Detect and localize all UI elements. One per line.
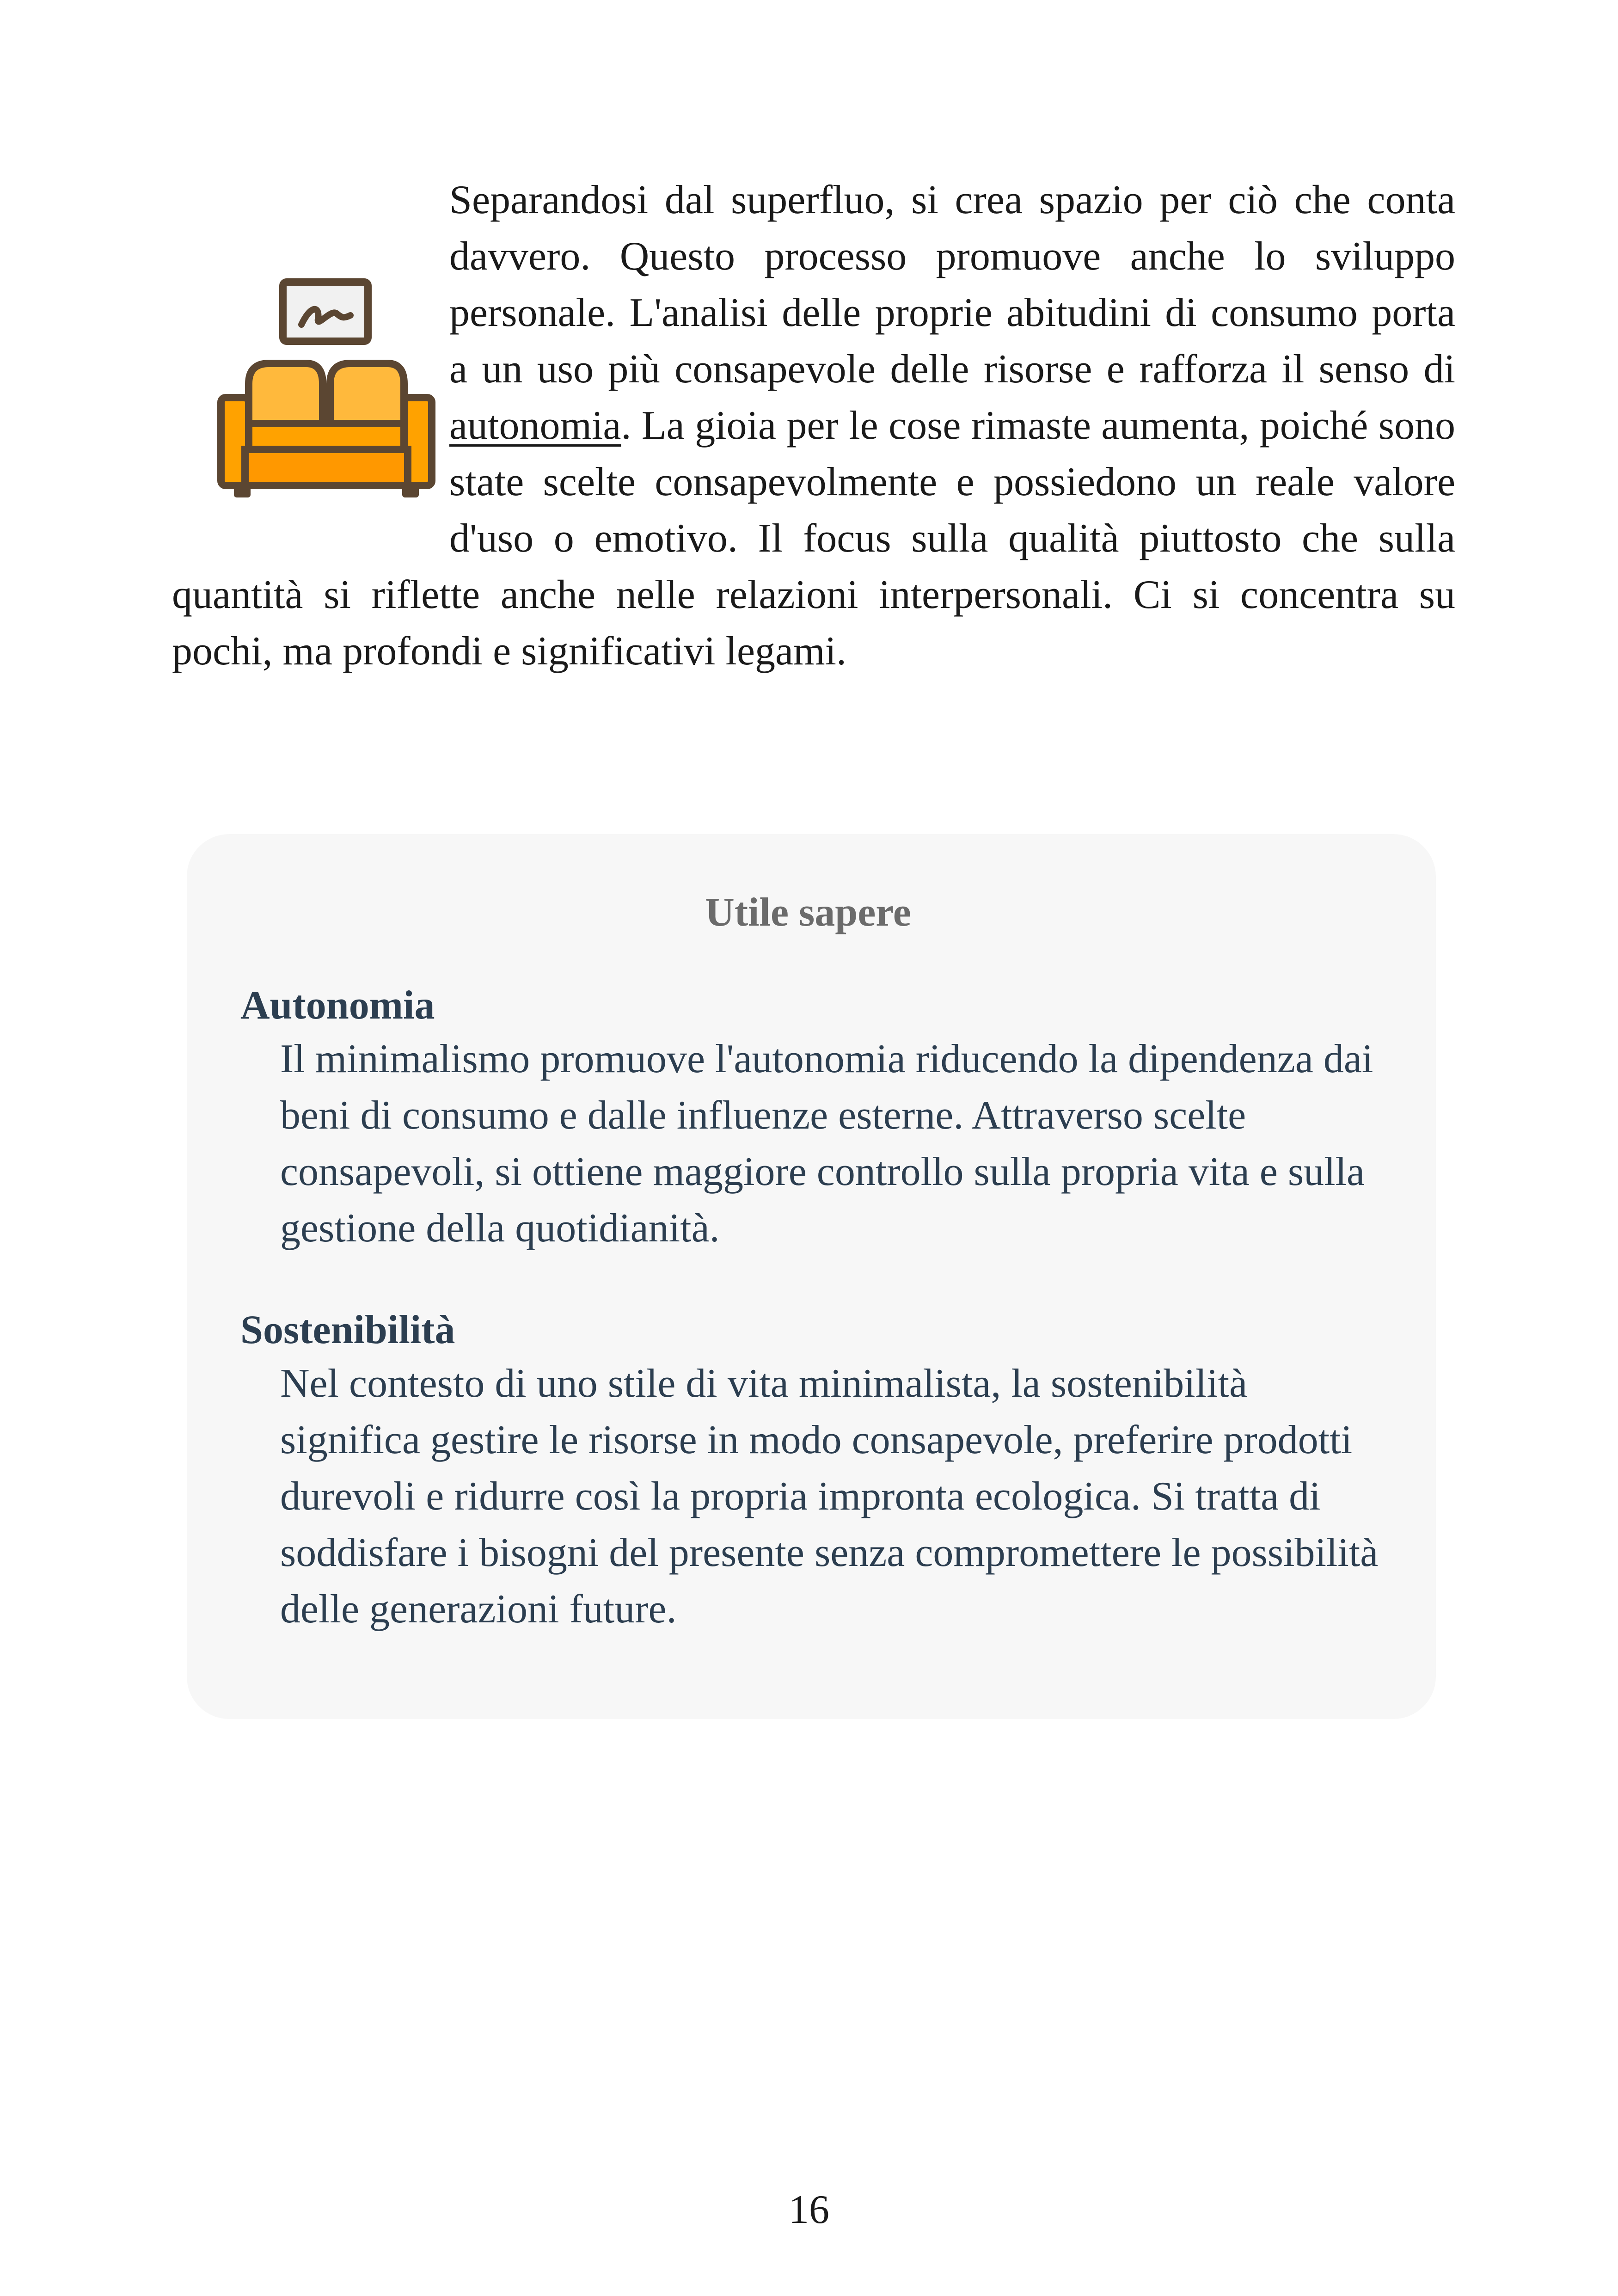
sofa-illustration [215,276,437,500]
right-cushion-shape [330,363,404,425]
info-box-title: Utile sapere [705,890,911,935]
term-sostenibilita: Sostenibilità [240,1308,455,1352]
sofa-with-picture-icon [215,276,437,500]
sofa-base-shape [245,449,408,485]
left-cushion-shape [249,363,323,425]
utile-sapere-box [187,834,1436,1719]
left-leg-shape [234,485,251,497]
term-autonomia: Autonomia [240,983,435,1028]
right-leg-shape [402,485,419,497]
body-text-part-2: . La gioia per le cose rimaste aumenta, poiché sono state scelte consapevolmente e possiedono un reale valore d'uso o emotivo. Il focus sulla qualità piuttosto che sulla quantità si riflette anche nelle relazioni interpersonali. Ci si concentra su pochi, ma profondi e significativi legami. [172,403,1455,674]
body-text-part-1: Separandosi dal superfluo, si crea spazio per ciò che conta davvero. Questo processo promuove anche lo sviluppo personale. L'analisi delle proprie abitudini di consumo porta a un uso più consapevole delle risorse e rafforza il senso di [449,178,1455,392]
definition-autonomia: Il minimalismo promuove l'autonomia riducendo la dipendenza dai beni di consumo e dalle influenze esterne. Attraverso scelte consapevoli, si ottiene maggiore controllo sulla propria vita e sulla gestione della quotidianità. [280,1037,1373,1251]
autonomia-link[interactable]: autonomia [449,403,621,448]
page-number: 16 [789,2187,829,2232]
definition-sostenibilita: Nel contesto di uno stile di vita minimalista, la sostenibilità significa gestire le risorse in modo consapevole, preferire prodotti durevoli e ridurre così la propria impronta ecologica. Si tratta di soddisfare i bisogni del presente senza compromettere le possibilità delle generazioni future. [280,1361,1379,1632]
picture-frame-shape [283,282,368,341]
